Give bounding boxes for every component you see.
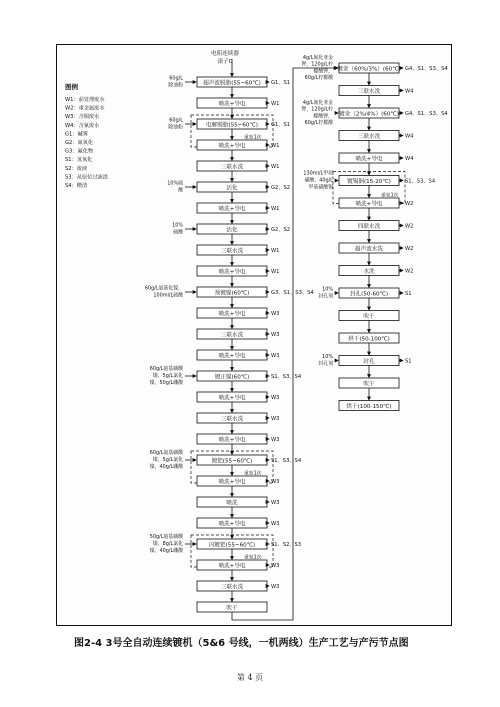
right-input-label: 封孔剂: [318, 293, 333, 300]
left-input: [167, 180, 183, 194]
legend-item: W3：含铜废水: [65, 114, 100, 121]
left-emission-label: W3: [271, 521, 280, 527]
right-step: [339, 378, 399, 388]
left-step-label: 三联水洗: [220, 164, 244, 171]
right-emission-label: W4: [405, 88, 414, 95]
left-input-label: 除油粉: [168, 82, 183, 89]
right-step-label: 镀锡铜(15-20℃): [347, 178, 391, 185]
left-input-label: 镍，40g/L硼酸: [149, 547, 183, 554]
left-input: [168, 76, 183, 89]
left-emission-label: W1: [271, 269, 280, 275]
left-input: [168, 118, 183, 131]
right-step-label: 烘干(50-100℃): [348, 336, 390, 343]
left-step-label: 喷洗+导电: [218, 101, 246, 108]
right-emission-label: W4: [405, 156, 414, 162]
right-input: [302, 54, 334, 81]
right-step-label: 烘干(100-150℃): [346, 403, 392, 410]
right-input-label: 封孔剂: [318, 360, 333, 367]
left-process-line: [145, 76, 315, 612]
left-step: [197, 182, 290, 192]
left-input-label: 60g/L氨基磺酸: [149, 366, 183, 373]
left-step-label: 喷洗+导电: [218, 311, 246, 318]
left-emission-label: W3: [271, 563, 280, 569]
left-step-label: 三联水洗: [220, 248, 244, 255]
left-step: [197, 602, 267, 612]
right-input: [318, 287, 333, 300]
left-input: [150, 365, 183, 386]
left-step-label: 喷洗: [226, 500, 238, 507]
right-step: [339, 311, 399, 321]
right-emission-label: W2: [405, 268, 414, 275]
left-step-label: 喷洗+导电: [218, 206, 246, 213]
right-input-label: 檬酸钾，: [313, 113, 333, 120]
right-step: [339, 401, 399, 411]
left-step: [197, 77, 290, 87]
left-emission-label: G2、S2: [271, 227, 291, 233]
legend-title: 图例: [65, 83, 78, 91]
left-step-label: 镀钯(55~60℃): [211, 458, 253, 465]
left-step: [197, 119, 290, 141]
left-input: [150, 449, 183, 470]
right-emission-label: W2: [405, 201, 414, 207]
left-emission-label: W1: [271, 206, 280, 212]
right-emission-label: G4、S1、S3、S4: [405, 111, 448, 117]
left-step-label: 喷洗+导电: [218, 479, 246, 486]
right-input-label: 磺酸，40g/L: [304, 177, 333, 184]
left-emission-label: W1: [271, 164, 280, 170]
left-step-label: 三联水洗: [220, 584, 244, 591]
right-emission-label: W2: [405, 223, 414, 230]
left-input-label: 镍，40g/L硼酸: [149, 463, 183, 470]
top-label: [211, 49, 239, 65]
right-emission-label: W2: [405, 246, 414, 252]
left-step: [197, 455, 302, 477]
left-emission-label: W3: [271, 311, 280, 317]
left-step-label: 镀正镍(60℃): [214, 374, 250, 381]
right-step-label: 镀金（2%/4%）(60℃): [339, 111, 399, 118]
right-input-label: 4g/L氰化亚金: [302, 99, 333, 106]
line-link-arrow: [232, 68, 337, 620]
figure-caption: 图2-4 3号全自动连续镀机（5&6 号线，一机两线）生产工艺与产污节点图: [74, 638, 409, 649]
left-repeat-label: 重复1次: [244, 555, 262, 561]
legend-item: S1：氢氧化: [65, 157, 93, 164]
left-input-label: 60g/L: [169, 75, 183, 82]
left-repeat-label: 重复1次: [244, 135, 262, 141]
left-step-label: 喷洗+导电: [218, 269, 246, 276]
left-step-label: 喷洗+导电: [218, 521, 246, 528]
left-step-label: 喷洗+导电: [218, 353, 246, 360]
right-input-label: 10%: [322, 286, 333, 293]
right-input-label: 钾，120g/L柠: [301, 61, 333, 68]
left-step: [197, 287, 314, 297]
right-step-label: 喷洗+导电: [355, 156, 383, 163]
left-input-label: 10%: [172, 222, 183, 229]
right-emission-label: S1: [405, 291, 412, 297]
legend-item: S3：从原位过滤渣: [65, 174, 108, 181]
left-input-label: 10%硫: [167, 180, 183, 187]
left-input-label: 60g/L氨基磺酸: [149, 450, 183, 457]
left-step-label: 喷洗+导电: [218, 395, 246, 402]
left-repeat-label: 重复1次: [244, 471, 262, 477]
right-emission-label: W4: [405, 133, 414, 140]
left-emission-label: W1: [271, 101, 280, 107]
right-step: [339, 333, 399, 343]
left-step-label: 闪镀钯(55~60℃): [208, 542, 256, 549]
left-emission-label: W3: [271, 479, 280, 485]
legend-item: W4：含氰废水: [65, 122, 100, 129]
legend-item: G1：碱雾: [65, 131, 88, 138]
right-step: [339, 176, 436, 199]
left-emission-label: W1: [271, 248, 280, 254]
left-input-label: 酸: [178, 187, 183, 194]
left-input-label: 60g/L: [169, 117, 183, 124]
right-emission-label: S1、S3、S4: [405, 178, 436, 185]
right-step-label: 喷洗+导电: [355, 201, 383, 208]
left-step-label: 超声波脱脂(55~60℃): [203, 80, 261, 87]
right-step-label: 超声波水洗: [355, 246, 383, 253]
left-emission-label: W3: [271, 332, 280, 338]
left-step-label: 活化: [226, 227, 238, 234]
right-input-label: 130ml/L甲烷: [303, 170, 333, 177]
right-input: [303, 170, 333, 191]
left-step: [197, 539, 301, 561]
right-input-label: 10%: [322, 354, 333, 361]
process-flow-diagram: [57, 45, 453, 627]
right-emission-label: G4、S1、S3、S4: [405, 66, 448, 72]
left-step-label: 预镀镍(60℃): [214, 290, 250, 297]
legend-item: G2：氮氧化: [65, 140, 94, 146]
right-repeat-label: 重复1次: [381, 193, 399, 199]
left-step-label: 电解脱脂(55~60℃): [206, 122, 258, 129]
left-emission-label: W3: [271, 437, 280, 443]
left-input: [150, 533, 183, 554]
left-step-label: 喷洗+导电: [218, 143, 246, 150]
right-step: [337, 63, 448, 73]
legend-item: G3：氟化物: [65, 148, 94, 155]
left-step-label: 三联水洗: [220, 416, 244, 423]
left-input-label: 100ml/L硫酸: [153, 292, 183, 299]
legend-item: W2：重金属废水: [65, 105, 105, 112]
left-input: [172, 223, 183, 236]
left-step-label: 吹干: [226, 605, 238, 612]
left-step-label: 活化: [226, 185, 238, 192]
left-step-label: 喷洗+导电: [218, 563, 246, 570]
right-step-label: 四联水洗: [357, 223, 381, 230]
left-step: [197, 371, 302, 381]
left-emission-label: W3: [271, 416, 280, 422]
right-step: [339, 108, 448, 118]
right-input-label: 4g/L氰化亚金: [302, 54, 333, 61]
left-input-label: 镍，5g/L氯化: [152, 457, 183, 463]
left-emission-label: G1、S1: [271, 80, 291, 86]
right-input-label: 檬酸钾，: [313, 68, 333, 75]
right-step-label: 水洗: [363, 268, 375, 275]
right-step-label: 三联水洗: [357, 133, 381, 140]
left-input-label: 除油粉: [168, 124, 183, 131]
left-emission-label: W3: [271, 353, 280, 359]
right-process-line: [302, 54, 449, 411]
left-input-label: 50g/L氨基磺酸: [149, 534, 183, 541]
left-input-label: 60g/L氨基化镍，: [144, 285, 183, 292]
left-emission-label: G1、S1: [271, 122, 291, 128]
right-input-label: 60g/L柠檬酸: [304, 120, 333, 127]
legend-item: S2：废液: [65, 165, 88, 172]
right-input-label: 甲基磺酸锡: [308, 184, 333, 191]
right-step-label: 三联水洗: [357, 88, 381, 95]
right-input: [318, 354, 333, 367]
left-emission-label: S1、S3、S4: [271, 458, 302, 464]
left-step-label: 三联水洗: [220, 332, 244, 339]
right-input-label: 钾，120g/L柠: [301, 106, 333, 113]
left-emission-label: W3: [271, 584, 280, 590]
right-step-label: 封孔: [363, 358, 375, 365]
right-input: [302, 99, 334, 126]
diagram-frame: [56, 44, 452, 626]
page-number: 第 4 页: [236, 673, 264, 682]
right-emission-label: S1: [405, 358, 412, 365]
left-input-label: 镍，5g/L氯化: [152, 373, 183, 379]
legend-item: S4：槽渣: [65, 183, 88, 189]
right-step-label: 镀金（60%/3%）(60℃): [337, 66, 401, 73]
top-label-text: 滚子C: [217, 59, 233, 65]
legend: [65, 82, 109, 189]
left-input-label: 镍，50g/L硼酸: [149, 379, 183, 386]
left-emission-label: G2、S2: [271, 185, 291, 191]
left-step: [197, 224, 290, 234]
top-label-text: 电阻连续器: [211, 51, 239, 57]
left-emission-label: W3: [271, 500, 280, 506]
left-emission-label: S1、S2、S3: [271, 542, 302, 548]
left-emission-label: W3: [271, 395, 280, 401]
right-input-label: 60g/L柠檬酸: [304, 75, 333, 82]
left-emission-label: S1、S3、S4: [271, 374, 302, 380]
left-input: [145, 285, 183, 299]
right-step-label: 吹干: [363, 381, 375, 388]
legend-item: W1：前处理废水: [65, 97, 105, 103]
left-emission-label: W1: [271, 143, 280, 149]
right-step-label: 吹干: [363, 313, 375, 320]
left-input-label: 镍，8g/L氯化: [152, 541, 183, 547]
left-input-label: 硫酸: [173, 229, 183, 236]
left-step-label: 喷洗+导电: [218, 437, 246, 444]
right-step-label: 封孔(50-60℃): [349, 291, 389, 298]
left-emission-label: G3、S1、S3、S4: [271, 290, 314, 296]
